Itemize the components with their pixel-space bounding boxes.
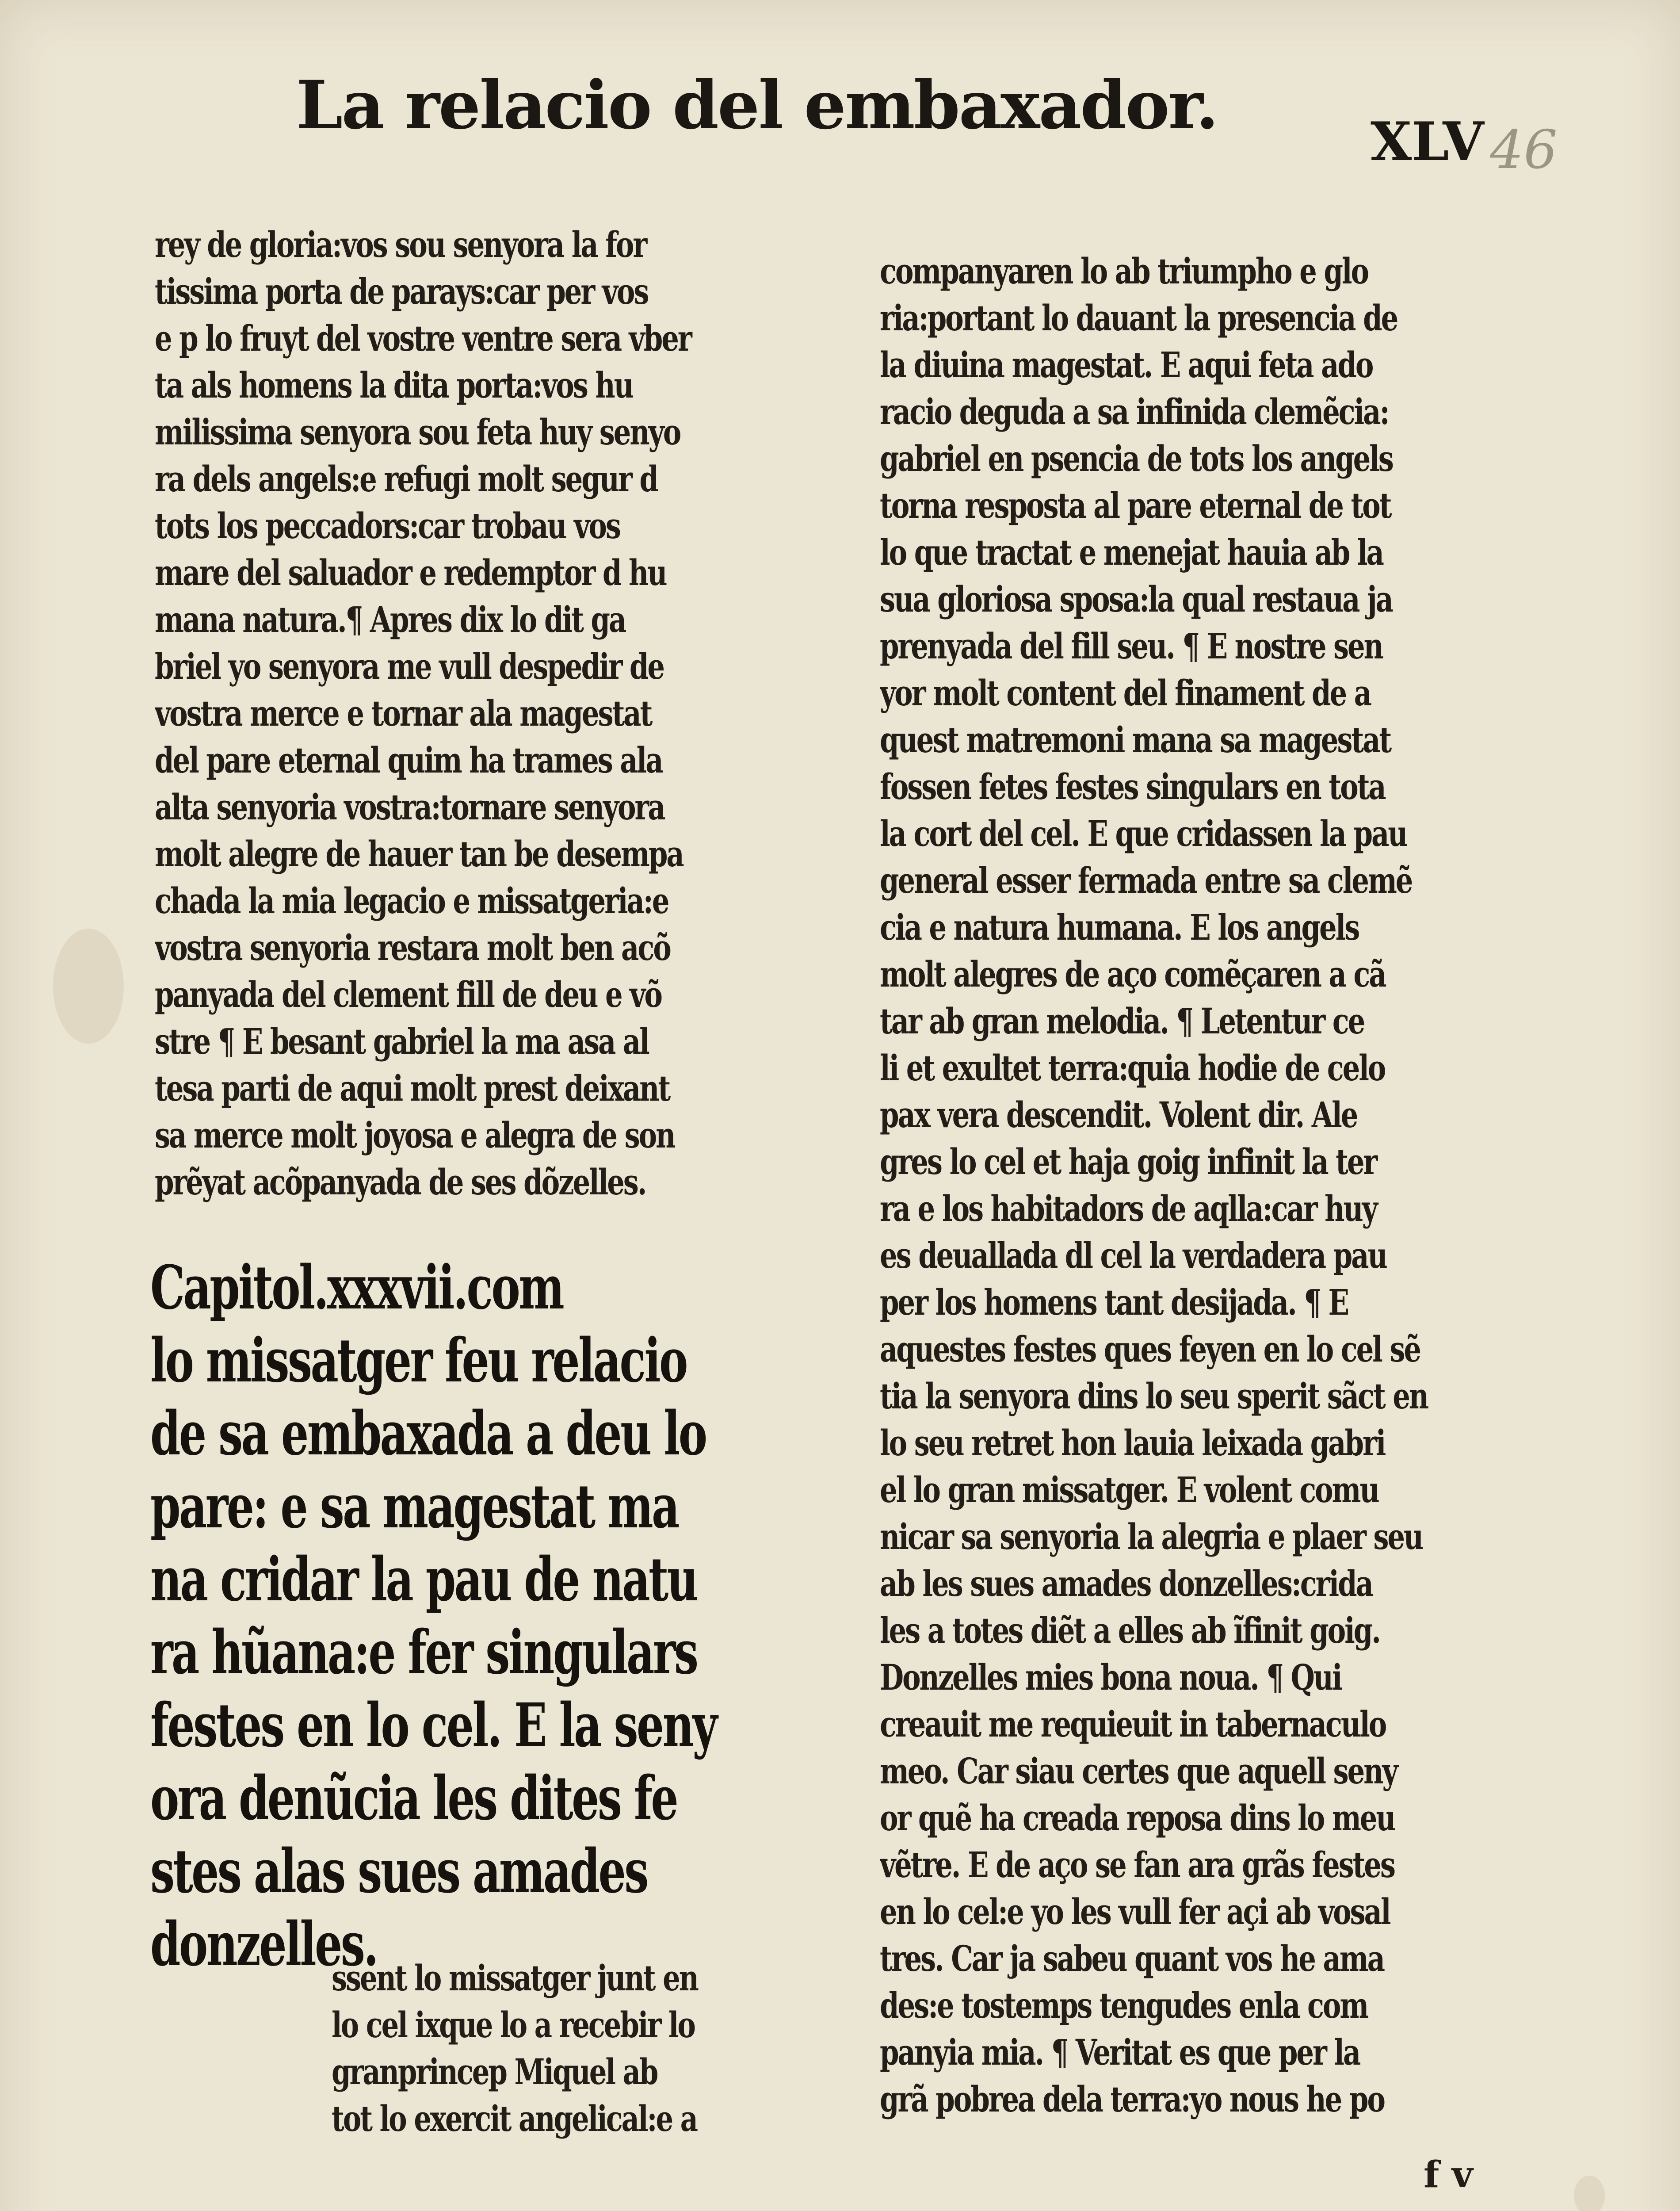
paper-stain bbox=[1574, 2176, 1605, 2211]
left-column-continued bbox=[332, 1955, 765, 2142]
text-line: del pare eternal quim ha trames ala bbox=[155, 739, 662, 781]
heading-line: donzelles. bbox=[150, 1909, 377, 1980]
text-line: aquestes festes ques feyen en lo cel sẽ bbox=[880, 1328, 1420, 1370]
text-line: pax vera descendit. Volent dir. Ale bbox=[880, 1094, 1357, 1136]
text-line: nicar sa senyoria la alegria e plaer seu bbox=[880, 1516, 1423, 1557]
text-line: meo. Car siau certes que aquell seny bbox=[880, 1750, 1397, 1792]
heading-line: pare: e sa magestat ma bbox=[150, 1471, 678, 1542]
text-line: ta als homens la dita porta:vos hu bbox=[155, 364, 633, 406]
text-line: molt alegres de aço comẽçaren a cã bbox=[880, 953, 1386, 995]
text-line: milissima senyora sou feta huy senyo bbox=[155, 411, 680, 453]
heading-line: Capitol.xxxvii.com bbox=[150, 1252, 563, 1323]
heading-line: de sa embaxada a deu lo bbox=[150, 1398, 706, 1469]
text-line: ra e los habitadors de aqlla:car huy bbox=[880, 1188, 1377, 1229]
text-line: e p lo fruyt del vostre ventre sera vber bbox=[155, 317, 691, 359]
text-line: ab les sues amades donzelles:crida bbox=[880, 1563, 1372, 1604]
text-line: chada la mia legacio e missatgeria:e bbox=[155, 880, 668, 922]
text-line: gres lo cel et haja goig infinit la ter bbox=[880, 1141, 1377, 1182]
heading-line: na cridar la pau de natu bbox=[150, 1544, 697, 1615]
text-line: lo cel ixque lo a recebir lo bbox=[332, 2004, 695, 2046]
text-line: alta senyoria vostra:tornare senyora bbox=[155, 786, 664, 828]
text-line: quest matremoni mana sa magestat bbox=[880, 719, 1391, 761]
folio-number: XLV bbox=[1371, 111, 1484, 173]
left-column bbox=[155, 221, 765, 1205]
text-line: rey de gloria:vos sou senyora la for bbox=[155, 224, 646, 265]
text-line: les a totes diẽt a elles ab ĩfinit goig. bbox=[880, 1610, 1380, 1651]
signature-mark: f v bbox=[1424, 2154, 1473, 2196]
text-line: en lo cel:e yo les vull fer açi ab vosal bbox=[880, 1891, 1390, 1932]
text-line: el lo gran missatger. E volent comu bbox=[880, 1469, 1378, 1511]
text-line: tia la senyora dins lo seu sperit sãct en bbox=[880, 1375, 1428, 1417]
text-line: per los homens tant desijada. ¶ E bbox=[880, 1281, 1348, 1323]
heading-line: ra hũana:e fer singulars bbox=[150, 1617, 697, 1688]
handwritten-folio: 46 bbox=[1490, 119, 1558, 181]
text-line: ssent lo missatger junt en bbox=[332, 1957, 698, 1999]
text-line: tots los peccadors:car trobau vos bbox=[155, 505, 620, 547]
text-line: briel yo senyora me vull despedir de bbox=[155, 646, 664, 687]
text-line: general esser fermada entre sa clemẽ bbox=[880, 860, 1412, 901]
text-line: torna resposta al pare eternal de tot bbox=[880, 485, 1391, 526]
text-line: prenyada del fill seu. ¶ E nostre sen bbox=[880, 625, 1382, 667]
right-column bbox=[880, 248, 1499, 2123]
text-line: grã pobrea dela terra:yo nous he po bbox=[880, 2078, 1384, 2120]
text-line: la cort del cel. E que cridassen la pau bbox=[880, 813, 1407, 854]
text-line: granprincep Miquel ab bbox=[332, 2051, 657, 2092]
text-line: mana natura.¶ Apres dix lo dit ga bbox=[155, 599, 626, 640]
text-line: panyia mia. ¶ Veritat es que per la bbox=[880, 2031, 1360, 2073]
text-line: la diuina magestat. E aqui feta ado bbox=[880, 344, 1373, 386]
heading-line: festes en lo cel. E la seny bbox=[150, 1690, 716, 1761]
text-line: mare del saluador e redemptor d hu bbox=[155, 552, 666, 593]
text-line: vostra senyoria restara molt ben acõ bbox=[155, 927, 670, 968]
heading-line: lo missatger feu relacio bbox=[150, 1325, 687, 1396]
text-line: Donzelles mies bona noua. ¶ Qui bbox=[880, 1656, 1341, 1698]
text-line: cia e natura humana. E los angels bbox=[880, 907, 1359, 948]
text-line: ra dels angels:e refugi molt segur d bbox=[155, 458, 657, 500]
text-line: lo seu retret hon lauia leixada gabri bbox=[880, 1422, 1385, 1464]
text-line: li et exultet terra:quia hodie de celo bbox=[880, 1047, 1385, 1089]
text-line: tot lo exercit angelical:e a bbox=[332, 2098, 697, 2139]
text-line: vẽtre. E de aço se fan ara grãs festes bbox=[880, 1844, 1394, 1886]
chapter-heading bbox=[150, 1251, 769, 1981]
text-line: sa merce molt joyosa e alegra de son bbox=[155, 1114, 675, 1156]
text-line: des:e tostemps tengudes enla com bbox=[880, 1985, 1368, 2026]
text-line: gabriel en psencia de tots los angels bbox=[880, 438, 1393, 479]
text-line: companyaren lo ab triumpho e glo bbox=[880, 250, 1368, 292]
text-line: molt alegre de hauer tan be desempa bbox=[155, 833, 683, 875]
text-line: creauit me requieuit in tabernaculo bbox=[880, 1703, 1386, 1745]
text-line: tissima porta de parays:car per vos bbox=[155, 271, 648, 312]
text-line: panyada del clement fill de deu e võ bbox=[155, 974, 661, 1015]
text-line: racio deguda a sa infinida clemẽcia: bbox=[880, 391, 1389, 432]
text-line: vostra merce e tornar ala magestat bbox=[155, 692, 652, 734]
text-line: tesa parti de aqui molt prest deixant bbox=[155, 1067, 670, 1109]
running-head: La relacio del embaxador. bbox=[296, 66, 1218, 144]
paper-stain bbox=[53, 929, 124, 1044]
heading-line: stes alas sues amades bbox=[150, 1836, 647, 1907]
text-line: fossen fetes festes singulars en tota bbox=[880, 766, 1385, 807]
text-line: prẽyat acõpanyada de ses dõzelles. bbox=[155, 1161, 646, 1203]
text-line: es deuallada dl cel la verdadera pau bbox=[880, 1235, 1386, 1276]
heading-line: ora denũcia les dites fe bbox=[150, 1763, 677, 1834]
text-line: lo que tractat e menejat hauia ab la bbox=[880, 532, 1383, 573]
text-line: or quẽ ha creada reposa dins lo meu bbox=[880, 1797, 1395, 1839]
text-line: tar ab gran melodia. ¶ Letentur ce bbox=[880, 1000, 1364, 1042]
text-line: tres. Car ja sabeu quant vos he ama bbox=[880, 1938, 1384, 1979]
text-line: stre ¶ E besant gabriel la ma asa al bbox=[155, 1021, 649, 1062]
text-line: ria:portant lo dauant la presencia de bbox=[880, 297, 1397, 339]
text-line: yor molt content del finament de a bbox=[880, 672, 1371, 714]
text-line: sua gloriosa sposa:la qual restaua ja bbox=[880, 578, 1392, 620]
